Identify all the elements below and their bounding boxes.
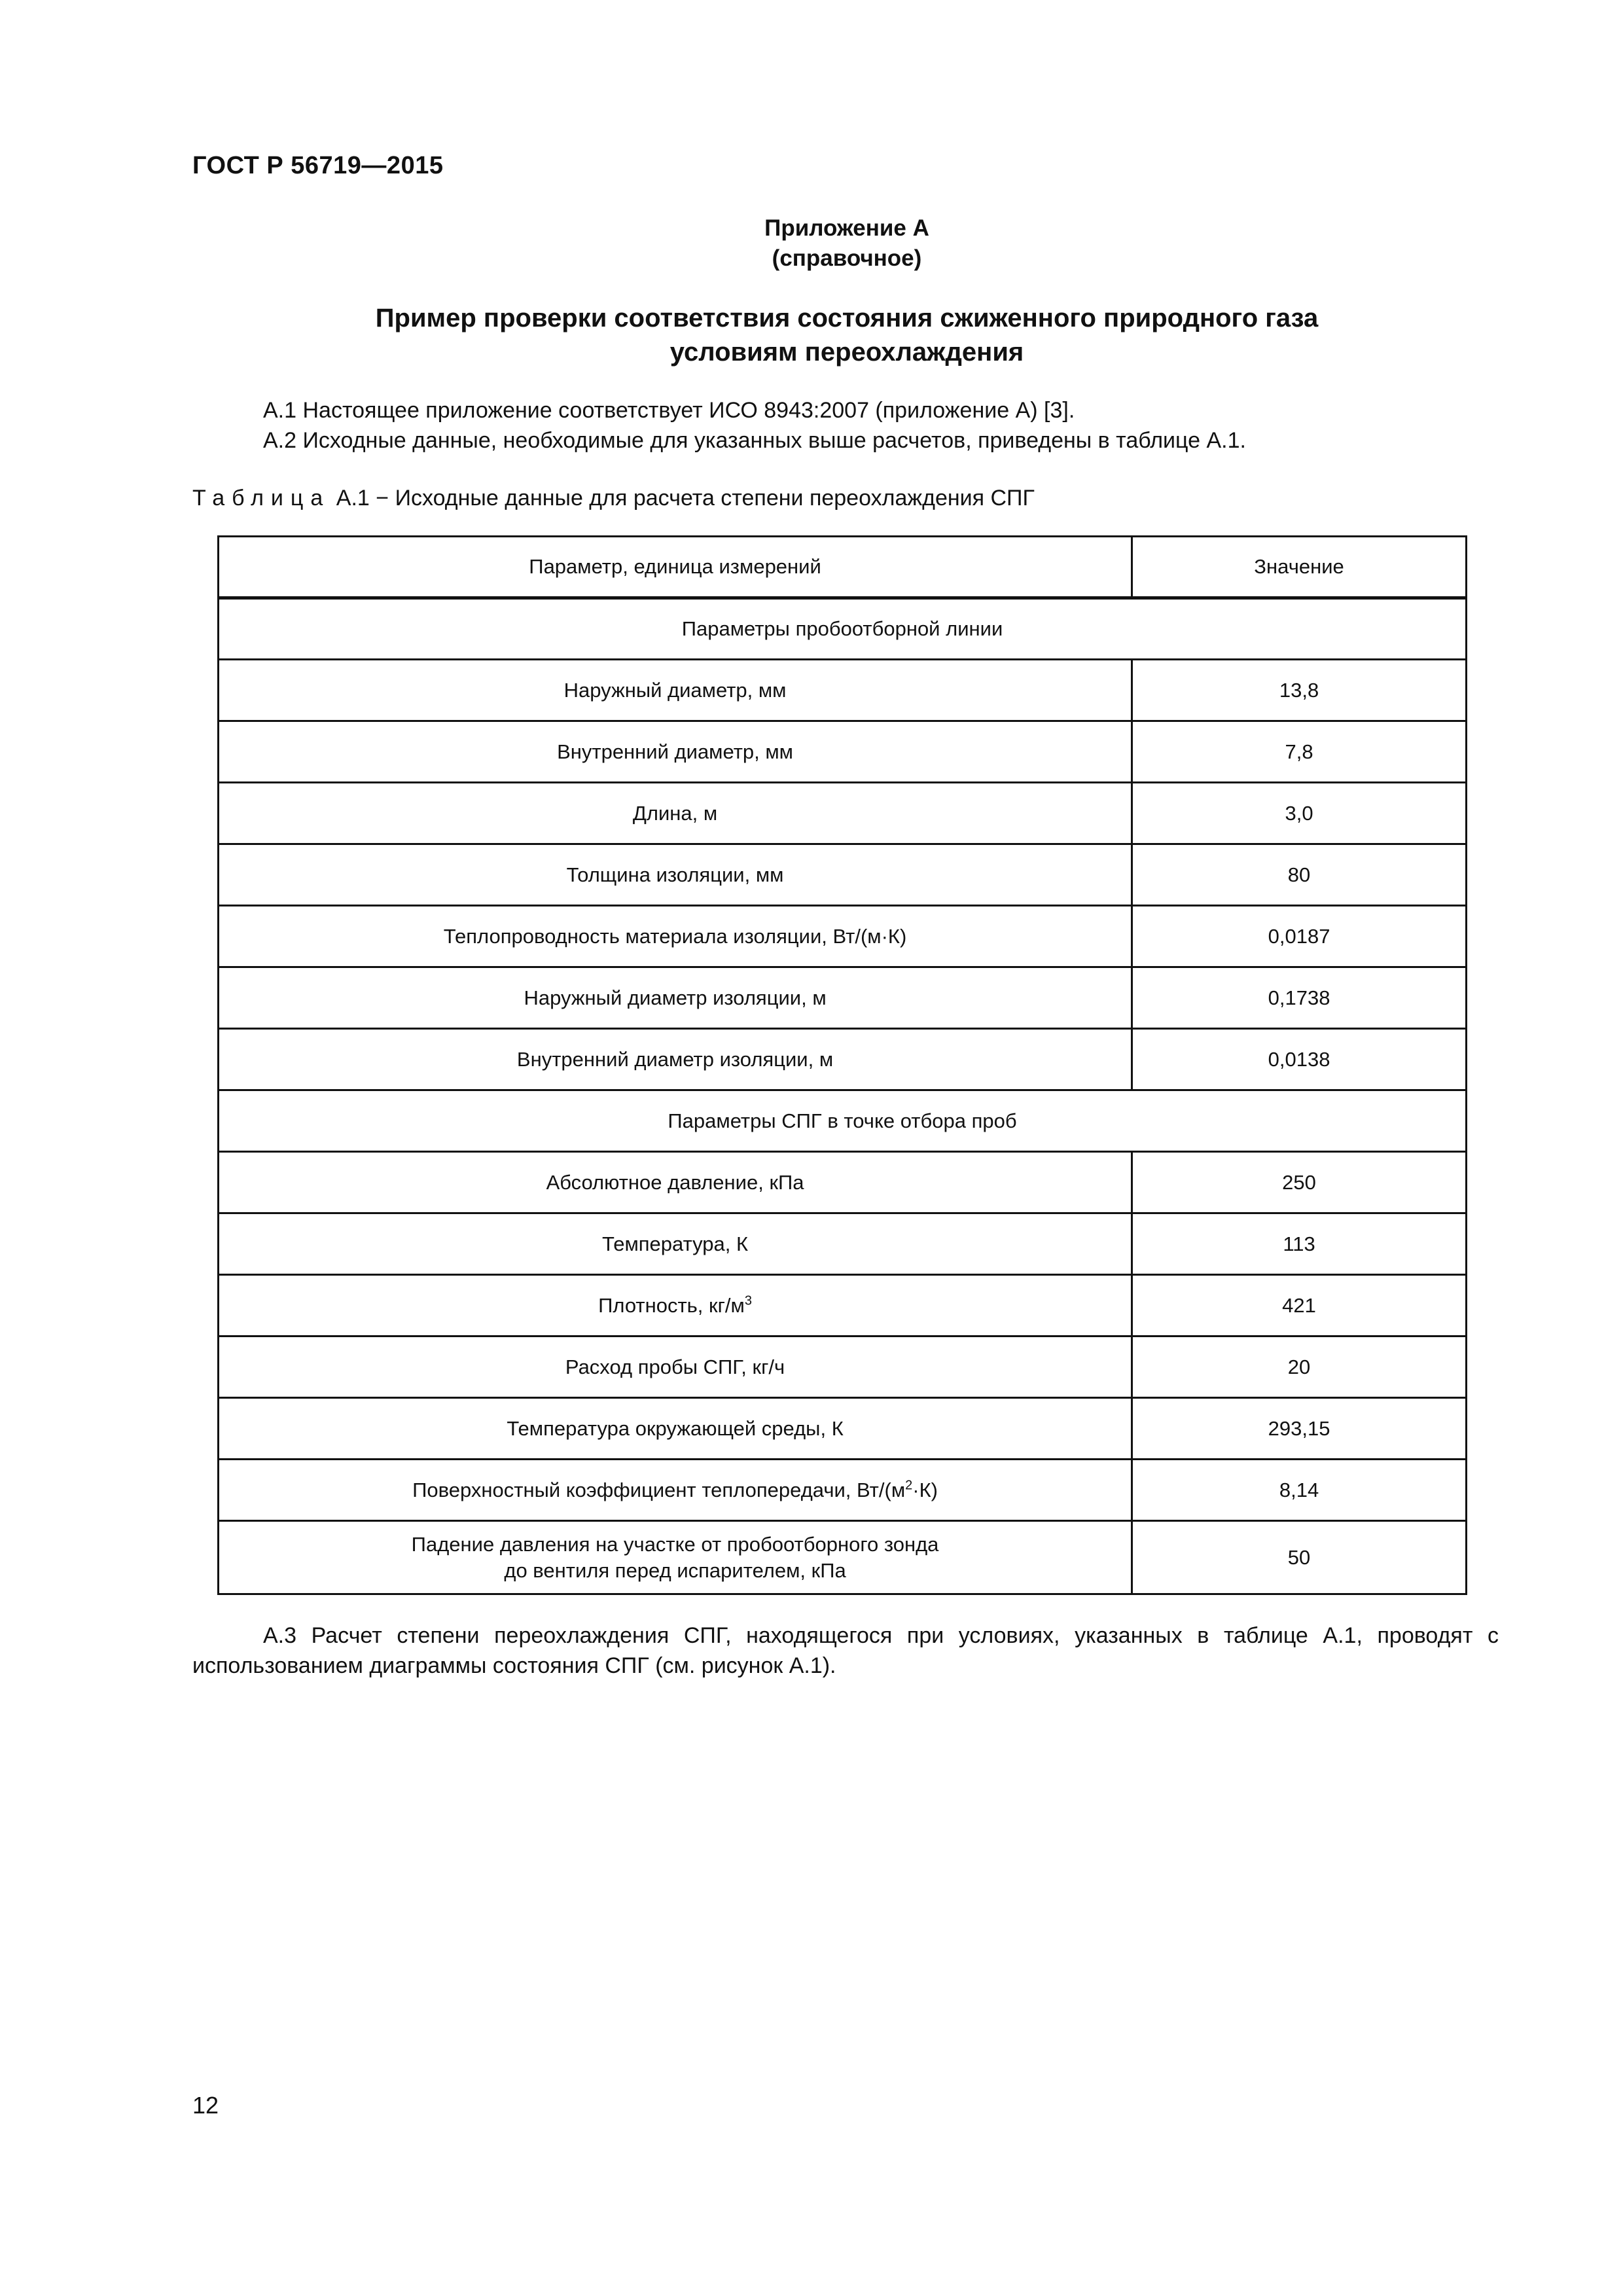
row-value: 80	[1132, 844, 1467, 906]
row-value: 7,8	[1132, 721, 1467, 783]
row-value: 113	[1132, 1213, 1467, 1275]
row-param: Температура окружающей среды, К	[219, 1398, 1132, 1460]
row-value: 250	[1132, 1152, 1467, 1213]
table-row	[219, 660, 1467, 721]
table-row	[219, 844, 1467, 906]
section-sampling-line: Параметры пробоотборной линии	[219, 598, 1467, 660]
table-row	[219, 721, 1467, 783]
row-param: Расход пробы СПГ, кг/ч	[219, 1336, 1132, 1398]
row-value: 20	[1132, 1336, 1467, 1398]
table-caption	[192, 483, 1035, 513]
table-caption-dash: −	[376, 486, 389, 511]
row-param-line-2: до вентиля перед испарителем, кПа	[504, 1558, 846, 1582]
document-id: ГОСТ Р 56719—2015	[192, 152, 444, 179]
table-header-row	[219, 537, 1467, 598]
appendix-heading	[192, 213, 1501, 274]
row-value: 0,0187	[1132, 906, 1467, 967]
row-param-tail: ·К)	[912, 1478, 938, 1501]
row-value: 8,14	[1132, 1460, 1467, 1521]
table-section-row	[219, 1090, 1467, 1152]
row-value: 0,0138	[1132, 1029, 1467, 1090]
paragraph-a3-line-1: А.3 Расчет степени переохлаждения СПГ, находящегося при условиях, указанных в таблице А.1, проводят с	[263, 1623, 1499, 1648]
row-param: Наружный диаметр изоляции, м	[219, 967, 1132, 1029]
row-value: 421	[1132, 1275, 1467, 1336]
appendix-title-line-1: Пример проверки соответствия состояния сжиженного природного газа	[375, 304, 1319, 332]
paragraph-a2: А.2 Исходные данные, необходимые для указанных выше расчетов, приведены в таблице А.1.	[263, 428, 1246, 453]
appendix-label: Приложение А	[764, 215, 929, 241]
source-data-table	[217, 535, 1467, 1595]
table-row	[219, 1336, 1467, 1398]
row-value: 50	[1132, 1521, 1467, 1594]
paragraph-a3-line-2: использованием диаграммы состояния СПГ (см. рисунок А.1).	[192, 1653, 836, 1678]
row-value: 3,0	[1132, 783, 1467, 844]
row-param-superscript: 3	[744, 1293, 752, 1308]
appendix-type: (справочное)	[772, 245, 922, 271]
row-param: Толщина изоляции, мм	[219, 844, 1132, 906]
table-caption-text: Исходные данные для расчета степени переохлаждения СПГ	[395, 486, 1035, 511]
row-param	[219, 1521, 1132, 1594]
header-param: Параметр, единица измерений	[219, 537, 1132, 598]
row-param: Внутренний диаметр, мм	[219, 721, 1132, 783]
row-value: 13,8	[1132, 660, 1467, 721]
table-row	[219, 1398, 1467, 1460]
row-param	[219, 1460, 1132, 1521]
table-row	[219, 906, 1467, 967]
row-value: 0,1738	[1132, 967, 1467, 1029]
table-row	[219, 1029, 1467, 1090]
page-number: 12	[192, 2092, 219, 2119]
section-lng-at-sampling-point: Параметры СПГ в точке отбора проб	[219, 1090, 1467, 1152]
paragraph-a3	[192, 1621, 1499, 1681]
table-row	[219, 1521, 1467, 1594]
table-caption-label: Таблица	[192, 486, 330, 511]
paragraph-a1: А.1 Настоящее приложение соответствует ИСО 8943:2007 (приложение А) [3].	[263, 398, 1075, 423]
table-caption-number: А.1	[336, 486, 370, 511]
table-row	[219, 1275, 1467, 1336]
row-value: 293,15	[1132, 1398, 1467, 1460]
row-param-line-1: Падение давления на участке от пробоотборного зонда	[411, 1532, 939, 1556]
row-param: Длина, м	[219, 783, 1132, 844]
table-row	[219, 1152, 1467, 1213]
table-row	[219, 783, 1467, 844]
table-row	[219, 1460, 1467, 1521]
row-param: Наружный диаметр, мм	[219, 660, 1132, 721]
row-param-text: Плотность, кг/м	[598, 1293, 745, 1317]
row-param: Температура, К	[219, 1213, 1132, 1275]
table-row	[219, 967, 1467, 1029]
table-row	[219, 1213, 1467, 1275]
row-param: Абсолютное давление, кПа	[219, 1152, 1132, 1213]
appendix-title-line-2: условиям переохлаждения	[669, 338, 1024, 367]
row-param	[219, 1275, 1132, 1336]
appendix-title	[192, 301, 1501, 369]
row-param-superscript: 2	[905, 1478, 913, 1493]
table-section-row	[219, 598, 1467, 660]
row-param: Внутренний диаметр изоляции, м	[219, 1029, 1132, 1090]
row-param-text: Поверхностный коэффициент теплопередачи, Вт/(м	[412, 1478, 906, 1501]
header-value: Значение	[1132, 537, 1467, 598]
row-param: Теплопроводность материала изоляции, Вт/(м·К)	[219, 906, 1132, 967]
